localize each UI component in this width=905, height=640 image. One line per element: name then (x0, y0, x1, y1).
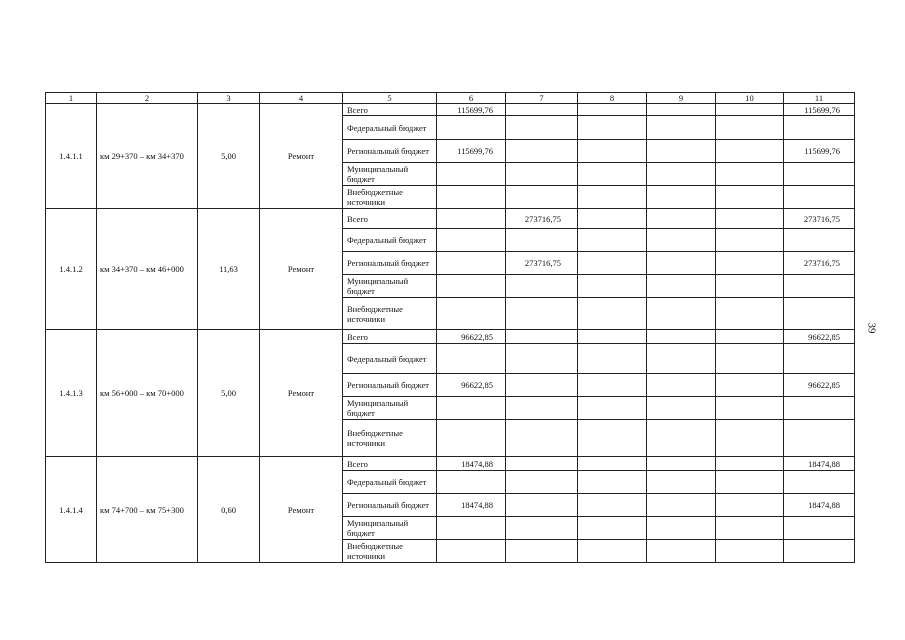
amount-col7 (506, 163, 578, 186)
empty-cell (716, 374, 784, 397)
amount-col6: 115699,76 (437, 140, 506, 163)
page-number: 39 (865, 322, 878, 334)
amount-col6 (437, 186, 506, 209)
amount-col11 (784, 229, 855, 252)
empty-cell (578, 397, 647, 420)
amount-col7 (506, 140, 578, 163)
amount-col7 (506, 330, 578, 344)
amount-col7 (506, 116, 578, 140)
empty-cell (716, 209, 784, 229)
fund-type: Всего (343, 457, 437, 471)
empty-cell (647, 540, 716, 563)
fund-type: Федеральный бюджет (343, 471, 437, 494)
fund-type: Федеральный бюджет (343, 344, 437, 374)
length-km: 5,00 (198, 330, 260, 457)
amount-col11 (784, 186, 855, 209)
fund-type: Всего (343, 209, 437, 229)
fund-type: Внебюджетные источники (343, 540, 437, 563)
empty-cell (578, 344, 647, 374)
road-section: км 56+000 – км 70+000 (97, 330, 198, 457)
col-header: 6 (437, 93, 506, 104)
amount-col7 (506, 420, 578, 457)
empty-cell (578, 374, 647, 397)
empty-cell (647, 374, 716, 397)
fund-type: Муниципальный бюджет (343, 163, 437, 186)
amount-col7 (506, 298, 578, 330)
road-section: км 34+370 – км 46+000 (97, 209, 198, 330)
amount-col11 (784, 298, 855, 330)
amount-col6 (437, 344, 506, 374)
fund-type: Региональный бюджет (343, 140, 437, 163)
empty-cell (578, 209, 647, 229)
amount-col6 (437, 252, 506, 275)
fund-type: Внебюджетные источники (343, 420, 437, 457)
empty-cell (716, 330, 784, 344)
empty-cell (578, 163, 647, 186)
empty-cell (647, 397, 716, 420)
amount-col6: 18474,88 (437, 457, 506, 471)
amount-col7: 273716,75 (506, 209, 578, 229)
empty-cell (647, 471, 716, 494)
empty-cell (647, 186, 716, 209)
col-header: 2 (97, 93, 198, 104)
amount-col11: 115699,76 (784, 140, 855, 163)
amount-col11 (784, 471, 855, 494)
empty-cell (716, 186, 784, 209)
amount-col7 (506, 457, 578, 471)
work-type: Ремонт (260, 330, 343, 457)
empty-cell (578, 229, 647, 252)
empty-cell (647, 209, 716, 229)
empty-cell (578, 457, 647, 471)
amount-col6 (437, 397, 506, 420)
col-header: 7 (506, 93, 578, 104)
work-type: Ремонт (260, 209, 343, 330)
fund-type: Региональный бюджет (343, 374, 437, 397)
amount-col6 (437, 471, 506, 494)
amount-col7 (506, 517, 578, 540)
amount-col11: 115699,76 (784, 104, 855, 116)
amount-col11 (784, 420, 855, 457)
fund-type: Муниципальный бюджет (343, 517, 437, 540)
empty-cell (647, 517, 716, 540)
amount-col7 (506, 344, 578, 374)
length-km: 0,60 (198, 457, 260, 563)
empty-cell (716, 252, 784, 275)
empty-cell (716, 420, 784, 457)
fund-type: Региональный бюджет (343, 252, 437, 275)
empty-cell (716, 471, 784, 494)
financing-table (45, 92, 855, 563)
table-row (46, 330, 855, 344)
empty-cell (716, 140, 784, 163)
amount-col11 (784, 275, 855, 298)
empty-cell (647, 252, 716, 275)
road-section: км 74+700 – км 75+300 (97, 457, 198, 563)
table-row (46, 104, 855, 116)
amount-col6 (437, 229, 506, 252)
amount-col7 (506, 186, 578, 209)
empty-cell (647, 330, 716, 344)
empty-cell (578, 104, 647, 116)
empty-cell (716, 275, 784, 298)
empty-cell (647, 104, 716, 116)
amount-col7 (506, 494, 578, 517)
empty-cell (578, 252, 647, 275)
empty-cell (647, 457, 716, 471)
empty-cell (578, 494, 647, 517)
amount-col6 (437, 420, 506, 457)
item-number: 1.4.1.2 (46, 209, 97, 330)
amount-col11 (784, 397, 855, 420)
amount-col11: 18474,88 (784, 494, 855, 517)
amount-col6 (437, 209, 506, 229)
amount-col6: 96622,85 (437, 374, 506, 397)
amount-col6: 115699,76 (437, 104, 506, 116)
length-km: 11,63 (198, 209, 260, 330)
fund-type: Федеральный бюджет (343, 116, 437, 140)
amount-col7 (506, 275, 578, 298)
amount-col11 (784, 344, 855, 374)
item-number: 1.4.1.3 (46, 330, 97, 457)
empty-cell (578, 540, 647, 563)
col-header: 5 (343, 93, 437, 104)
amount-col6 (437, 116, 506, 140)
empty-cell (647, 420, 716, 457)
empty-cell (647, 163, 716, 186)
empty-cell (716, 344, 784, 374)
header-row (46, 93, 855, 104)
empty-cell (716, 116, 784, 140)
empty-cell (578, 420, 647, 457)
amount-col6: 96622,85 (437, 330, 506, 344)
empty-cell (716, 517, 784, 540)
amount-col11: 18474,88 (784, 457, 855, 471)
road-section: км 29+370 – км 34+370 (97, 104, 198, 209)
amount-col11 (784, 116, 855, 140)
empty-cell (716, 163, 784, 186)
empty-cell (647, 229, 716, 252)
amount-col6 (437, 540, 506, 563)
amount-col7: 273716,75 (506, 252, 578, 275)
empty-cell (716, 540, 784, 563)
col-header: 3 (198, 93, 260, 104)
col-header: 4 (260, 93, 343, 104)
amount-col11 (784, 517, 855, 540)
fund-type: Внебюджетные источники (343, 186, 437, 209)
col-header: 11 (784, 93, 855, 104)
empty-cell (716, 457, 784, 471)
col-header: 8 (578, 93, 647, 104)
empty-cell (716, 229, 784, 252)
fund-type: Всего (343, 330, 437, 344)
item-number: 1.4.1.4 (46, 457, 97, 563)
amount-col7 (506, 397, 578, 420)
amount-col11: 273716,75 (784, 209, 855, 229)
amount-col6: 18474,88 (437, 494, 506, 517)
empty-cell (716, 104, 784, 116)
fund-type: Внебюджетные источники (343, 298, 437, 330)
amount-col6 (437, 298, 506, 330)
empty-cell (716, 298, 784, 330)
work-type: Ремонт (260, 457, 343, 563)
amount-col11 (784, 163, 855, 186)
fund-type: Региональный бюджет (343, 494, 437, 517)
col-header: 10 (716, 93, 784, 104)
length-km: 5,00 (198, 104, 260, 209)
empty-cell (647, 140, 716, 163)
work-type: Ремонт (260, 104, 343, 209)
amount-col7 (506, 229, 578, 252)
empty-cell (578, 275, 647, 298)
table-row (46, 209, 855, 229)
col-header: 1 (46, 93, 97, 104)
empty-cell (578, 140, 647, 163)
empty-cell (647, 275, 716, 298)
fund-type: Муниципальный бюджет (343, 275, 437, 298)
empty-cell (647, 116, 716, 140)
empty-cell (578, 471, 647, 494)
amount-col11: 96622,85 (784, 374, 855, 397)
col-header: 9 (647, 93, 716, 104)
amount-col7 (506, 471, 578, 494)
amount-col6 (437, 163, 506, 186)
empty-cell (716, 397, 784, 420)
empty-cell (647, 494, 716, 517)
amount-col7 (506, 540, 578, 563)
amount-col11: 96622,85 (784, 330, 855, 344)
empty-cell (647, 298, 716, 330)
amount-col6 (437, 517, 506, 540)
amount-col7 (506, 104, 578, 116)
empty-cell (578, 186, 647, 209)
fund-type: Федеральный бюджет (343, 229, 437, 252)
empty-cell (716, 494, 784, 517)
empty-cell (647, 344, 716, 374)
amount-col11: 273716,75 (784, 252, 855, 275)
empty-cell (578, 298, 647, 330)
empty-cell (578, 517, 647, 540)
amount-col7 (506, 374, 578, 397)
fund-type: Всего (343, 104, 437, 116)
empty-cell (578, 330, 647, 344)
amount-col6 (437, 275, 506, 298)
empty-cell (578, 116, 647, 140)
item-number: 1.4.1.1 (46, 104, 97, 209)
amount-col11 (784, 540, 855, 563)
fund-type: Муниципальный бюджет (343, 397, 437, 420)
table-row (46, 457, 855, 471)
